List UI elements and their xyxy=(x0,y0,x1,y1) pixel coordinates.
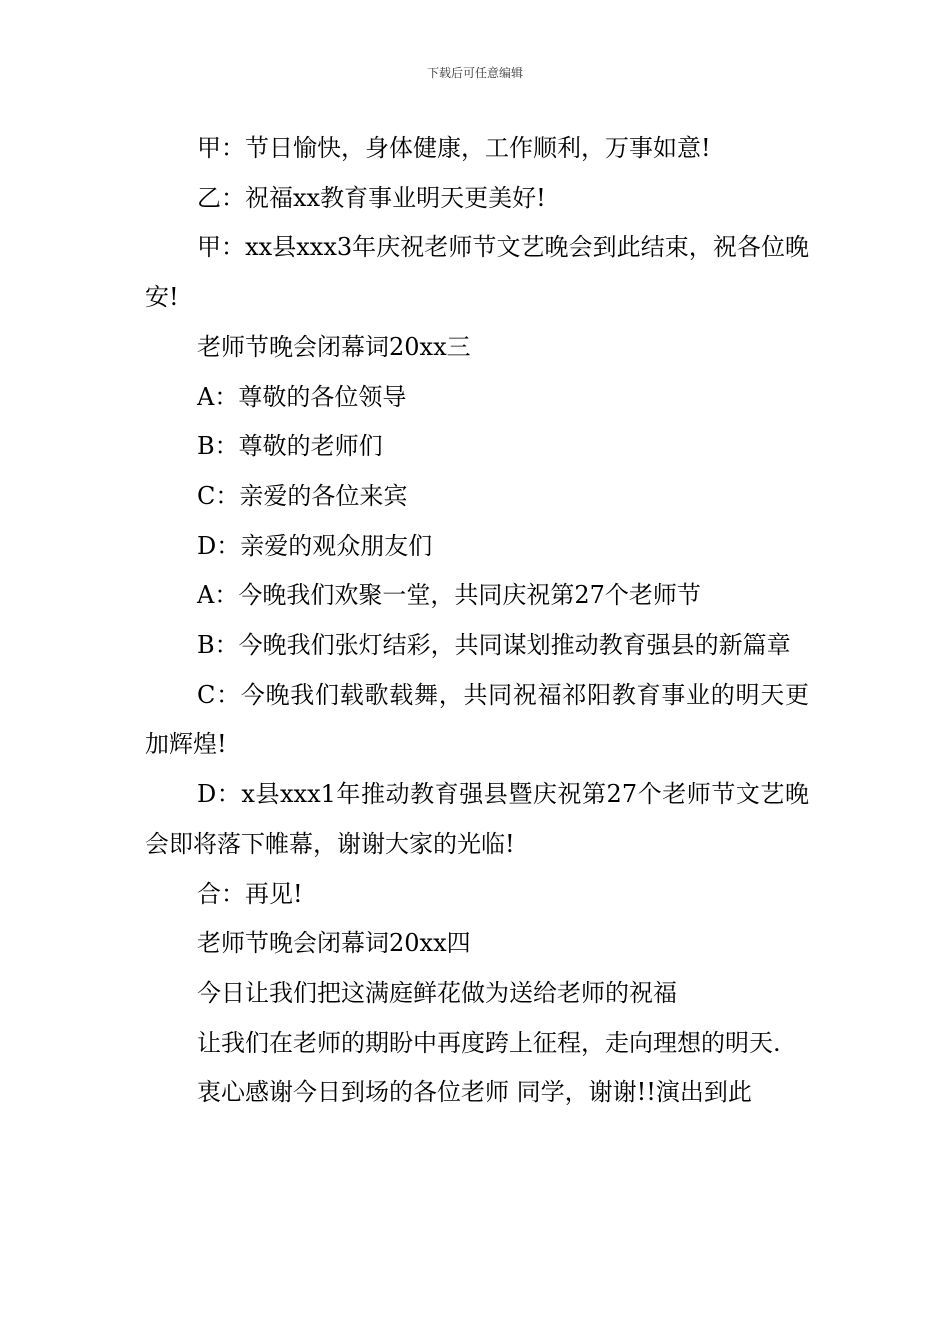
paragraph: A：尊敬的各位领导 xyxy=(197,382,407,411)
paragraph: 让我们在老师的期盼中再度跨上征程，走向理想的明天. xyxy=(197,1028,781,1057)
paragraph: 甲：xx县xxx3年庆祝老师节文艺晚会到此结束，祝各位晚安! xyxy=(145,233,809,312)
section-heading: 老师节晚会闭幕词20xx四 xyxy=(197,929,471,958)
page-header: 下载后可任意编辑 xyxy=(426,66,523,80)
paragraph: B：今晚我们张灯结彩，共同谋划推动教育强县的新篇章 xyxy=(197,631,791,660)
paragraph: 乙：祝福xx教育事业明天更美好! xyxy=(197,183,546,212)
paragraph: 衷心感谢今日到场的各位老师 同学，谢谢!!演出到此 xyxy=(197,1078,752,1107)
paragraph: C：今晚我们载歌载舞，共同祝福祁阳教育事业的明天更加辉煌! xyxy=(145,680,809,759)
paragraph: D：亲爱的观众朋友们 xyxy=(197,531,433,560)
paragraph: A：今晚我们欢聚一堂，共同庆祝第27个老师节 xyxy=(197,581,701,610)
paragraph: 今日让我们把这满庭鲜花做为送给老师的祝福 xyxy=(197,978,677,1007)
paragraph: 甲：节日愉快，身体健康，工作顺利，万事如意! xyxy=(197,134,711,162)
paragraph: 合：再见! xyxy=(197,879,303,908)
section-heading: 老师节晚会闭幕词20xx三 xyxy=(197,332,471,361)
document-body xyxy=(145,124,809,1118)
paragraph: D：x县xxx1年推动教育强县暨庆祝第27个老师节文艺晚会即将落下帷幕，谢谢大家的光临! xyxy=(145,780,809,858)
paragraph: B：尊敬的老师们 xyxy=(197,432,383,461)
paragraph: C：亲爱的各位来宾 xyxy=(197,481,408,510)
